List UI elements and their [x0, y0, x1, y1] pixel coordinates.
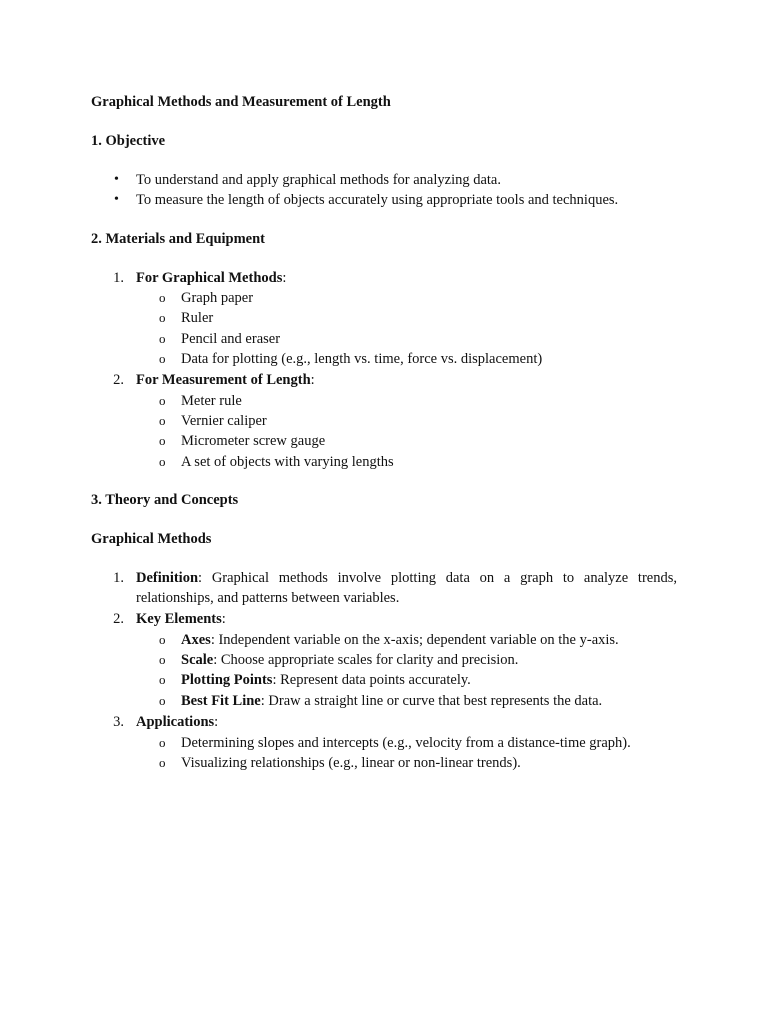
subheading-graphical-methods: Graphical Methods	[91, 531, 212, 547]
circle-bullet-marker: o	[159, 351, 166, 366]
circle-bullet-marker: o	[159, 454, 166, 469]
definition-line-2: relationships, and patterns between variables.	[136, 590, 400, 606]
materials-item: Graph paper	[181, 290, 254, 306]
key-element-term: Best Fit Line	[181, 693, 261, 709]
materials-group-title	[136, 370, 315, 390]
materials-item: A set of objects with varying lengths	[181, 454, 394, 470]
circle-bullet-marker: o	[159, 693, 166, 708]
key-element-term: Scale	[181, 652, 214, 668]
objective-item: To measure the length of objects accurately using appropriate tools and techniques.	[136, 192, 619, 208]
circle-bullet-marker: o	[159, 393, 166, 408]
materials-item: Vernier caliper	[181, 413, 267, 429]
circle-bullet-marker: o	[159, 672, 166, 687]
document-title: Graphical Methods and Measurement of Length	[91, 94, 391, 110]
section-heading-objective: 1. Objective	[91, 133, 166, 149]
key-element-item	[181, 670, 471, 690]
list-number: 1.	[113, 270, 124, 286]
applications-suffix: :	[214, 714, 219, 730]
materials-item: Ruler	[181, 310, 214, 326]
section-heading-theory: 3. Theory and Concepts	[91, 492, 239, 508]
list-number: 2.	[113, 611, 124, 627]
circle-bullet-marker: o	[159, 413, 166, 428]
objective-item: To understand and apply graphical methods for analyzing data.	[136, 172, 501, 188]
circle-bullet-marker: o	[159, 310, 166, 325]
circle-bullet-marker: o	[159, 331, 166, 346]
list-number: 2.	[113, 372, 124, 388]
bullet-marker: •	[114, 172, 119, 187]
section-heading-materials: 2. Materials and Equipment	[91, 231, 266, 247]
materials-item: Micrometer screw gauge	[181, 433, 326, 449]
materials-item: Data for plotting (e.g., length vs. time, force vs. displacement)	[181, 351, 543, 367]
circle-bullet-marker: o	[159, 290, 166, 305]
group-label: For Graphical Methods	[136, 270, 283, 286]
definition-text: : Graphical methods involve plotting data on a graph to analyze trends,	[198, 570, 677, 586]
circle-bullet-marker: o	[159, 632, 166, 647]
key-element-term: Axes	[181, 632, 211, 648]
list-number: 1.	[113, 570, 124, 586]
key-element-text: : Draw a straight line or curve that best represents the data.	[260, 693, 603, 709]
group-label: For Measurement of Length	[136, 372, 311, 388]
key-elements-suffix: :	[221, 611, 226, 627]
applications-title	[136, 712, 218, 732]
circle-bullet-marker: o	[159, 755, 166, 770]
key-element-text: : Represent data points accurately.	[272, 672, 471, 688]
key-elements-title	[136, 609, 226, 629]
materials-item: Pencil and eraser	[181, 331, 281, 347]
key-element-term: Plotting Points	[181, 672, 273, 688]
key-element-item	[181, 691, 602, 711]
circle-bullet-marker: o	[159, 652, 166, 667]
group-label-suffix: :	[282, 270, 287, 286]
group-label-suffix: :	[310, 372, 315, 388]
materials-group-title	[136, 268, 286, 288]
applications-label: Applications	[136, 714, 215, 730]
materials-item: Meter rule	[181, 393, 242, 409]
key-elements-label: Key Elements	[136, 611, 222, 627]
circle-bullet-marker: o	[159, 735, 166, 750]
definition-label: Definition	[136, 570, 199, 586]
applications-item: Visualizing relationships (e.g., linear or non-linear trends).	[181, 755, 521, 771]
key-element-text: : Independent variable on the x-axis; dependent variable on the y-axis.	[210, 632, 619, 648]
bullet-marker: •	[114, 192, 119, 207]
definition-line-1	[136, 568, 677, 588]
key-element-item	[181, 650, 518, 670]
list-number: 3.	[113, 714, 124, 730]
circle-bullet-marker: o	[159, 433, 166, 448]
applications-item: Determining slopes and intercepts (e.g., velocity from a distance-time graph).	[181, 735, 631, 751]
key-element-text: : Choose appropriate scales for clarity and precision.	[213, 652, 519, 668]
key-element-item	[181, 630, 619, 650]
